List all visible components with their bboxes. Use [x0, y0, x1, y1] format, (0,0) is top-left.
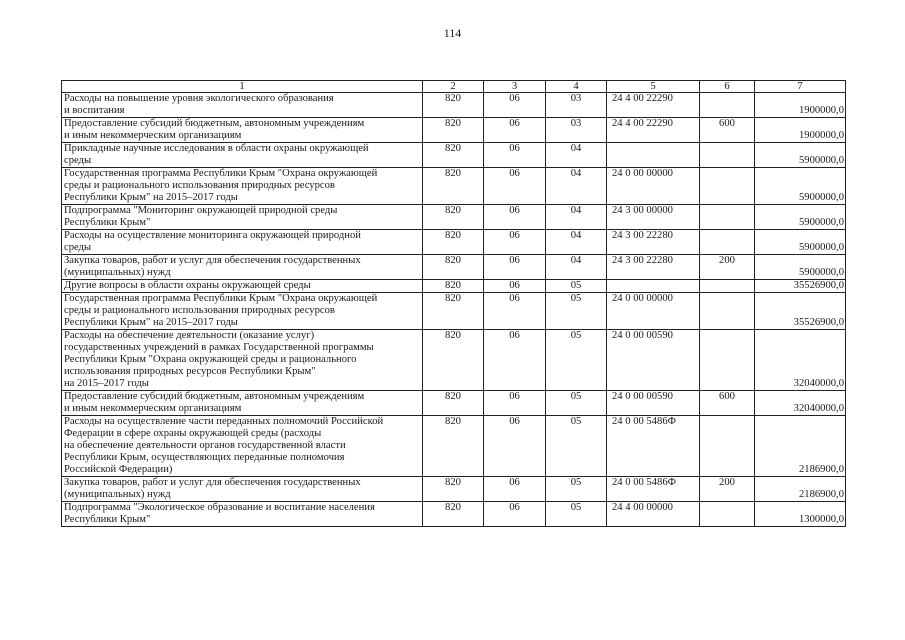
- row-name-cell: Государственная программа Республики Крым "Охрана окружающей среды и рационального использования природных ресурсов Республики Крым" на 2015–2017 годы: [62, 293, 423, 330]
- cell-col-6: [700, 168, 755, 205]
- cell-col-2: 820: [423, 502, 484, 527]
- cell-col-2: 820: [423, 255, 484, 280]
- table-row: [62, 205, 846, 230]
- cell-col-6: [700, 416, 755, 477]
- cell-col-3: 06: [484, 293, 546, 330]
- table-row: [62, 416, 846, 477]
- cell-col-3: 06: [484, 502, 546, 527]
- cell-col-4: 04: [546, 255, 607, 280]
- cell-col-6: [700, 502, 755, 527]
- cell-col-6: [700, 293, 755, 330]
- cell-col-6: [700, 143, 755, 168]
- cell-col-4: 04: [546, 168, 607, 205]
- row-name-cell: Предоставление субсидий бюджетным, автономным учреждениям и иным некоммерческим организациям: [62, 118, 423, 143]
- budget-table: [61, 80, 846, 527]
- cell-col-4: 05: [546, 391, 607, 416]
- table-row: [62, 477, 846, 502]
- table-row: [62, 118, 846, 143]
- cell-col-4: 05: [546, 502, 607, 527]
- cell-col-2: 820: [423, 118, 484, 143]
- row-name-cell: Закупка товаров, работ и услуг для обеспечения государственных (муниципальных) нужд: [62, 255, 423, 280]
- cell-col-6: 200: [700, 477, 755, 502]
- cell-col-3: 06: [484, 391, 546, 416]
- cell-col-4: 04: [546, 230, 607, 255]
- cell-col-4: 04: [546, 205, 607, 230]
- table-row: [62, 168, 846, 205]
- cell-col-4: 05: [546, 330, 607, 391]
- cell-col-6: [700, 205, 755, 230]
- cell-col-6: [700, 230, 755, 255]
- row-name-cell: Расходы на повышение уровня экологического образования и воспитания: [62, 93, 423, 118]
- cell-col-7: 2186900,0: [755, 477, 846, 502]
- row-name-cell: Государственная программа Республики Крым "Охрана окружающей среды и рационального использования природных ресурсов Республики Крым" на 2015–2017 годы: [62, 168, 423, 205]
- cell-col-2: 820: [423, 205, 484, 230]
- header-cell: 1: [62, 81, 423, 93]
- cell-col-7: 1900000,0: [755, 118, 846, 143]
- cell-col-6: 600: [700, 118, 755, 143]
- table-row: [62, 391, 846, 416]
- row-name-cell: Расходы на осуществление части переданных полномочий Российской Федерации в сфере охраны окружающей среды (расходы на обеспечение деятельности органов государственной власти Республики Крым, осуществляющих переданные полномочия Российской Федерации): [62, 416, 423, 477]
- cell-col-7: 5900000,0: [755, 255, 846, 280]
- cell-col-5: 24 0 00 00590: [607, 391, 700, 416]
- cell-col-2: 820: [423, 391, 484, 416]
- cell-col-4: 05: [546, 293, 607, 330]
- cell-col-6: 600: [700, 391, 755, 416]
- cell-col-5: [607, 280, 700, 293]
- row-name-cell: Расходы на обеспечение деятельности (оказание услуг) государственных учреждений в рамках Государственной программы Республики Крым "Охрана окружающей среды и рационального использования природных ресурсов Республики Крым" на 2015–2017 годы: [62, 330, 423, 391]
- cell-col-5: 24 3 00 22280: [607, 230, 700, 255]
- cell-col-4: 03: [546, 93, 607, 118]
- cell-col-4: 05: [546, 280, 607, 293]
- row-name-cell: Закупка товаров, работ и услуг для обеспечения государственных (муниципальных) нужд: [62, 477, 423, 502]
- cell-col-5: 24 3 00 22280: [607, 255, 700, 280]
- cell-col-7: 5900000,0: [755, 143, 846, 168]
- cell-col-7: 32040000,0: [755, 330, 846, 391]
- row-name-cell: Прикладные научные исследования в области охраны окружающей среды: [62, 143, 423, 168]
- cell-col-3: 06: [484, 255, 546, 280]
- table-row: [62, 280, 846, 293]
- row-name-cell: Расходы на осуществление мониторинга окружающей природной среды: [62, 230, 423, 255]
- row-name-cell: Предоставление субсидий бюджетным, автономным учреждениям и иным некоммерческим организациям: [62, 391, 423, 416]
- cell-col-2: 820: [423, 93, 484, 118]
- cell-col-7: 5900000,0: [755, 230, 846, 255]
- header-cell: 2: [423, 81, 484, 93]
- cell-col-2: 820: [423, 230, 484, 255]
- cell-col-5: 24 3 00 00000: [607, 205, 700, 230]
- cell-col-7: 32040000,0: [755, 391, 846, 416]
- header-cell: 7: [755, 81, 846, 93]
- row-name-cell: Другие вопросы в области охраны окружающей среды: [62, 280, 423, 293]
- cell-col-4: 05: [546, 477, 607, 502]
- table-row: [62, 230, 846, 255]
- cell-col-4: 05: [546, 416, 607, 477]
- cell-col-3: 06: [484, 118, 546, 143]
- cell-col-3: 06: [484, 143, 546, 168]
- cell-col-3: 06: [484, 477, 546, 502]
- cell-col-5: 24 4 00 00000: [607, 502, 700, 527]
- cell-col-5: 24 0 00 5486Ф: [607, 477, 700, 502]
- cell-col-7: 35526900,0: [755, 280, 846, 293]
- table-row: [62, 93, 846, 118]
- table-row: [62, 143, 846, 168]
- row-name-cell: Подпрограмма "Экологическое образование и воспитание населения Республики Крым": [62, 502, 423, 527]
- cell-col-5: 24 0 00 5486Ф: [607, 416, 700, 477]
- header-row: [62, 81, 846, 93]
- row-name-cell: Подпрограмма "Мониторинг окружающей природной среды Республики Крым": [62, 205, 423, 230]
- cell-col-3: 06: [484, 280, 546, 293]
- cell-col-4: 03: [546, 118, 607, 143]
- table-row: [62, 502, 846, 527]
- header-cell: 3: [484, 81, 546, 93]
- cell-col-7: 5900000,0: [755, 205, 846, 230]
- cell-col-6: 200: [700, 255, 755, 280]
- cell-col-7: 5900000,0: [755, 168, 846, 205]
- cell-col-6: [700, 93, 755, 118]
- table-row: [62, 255, 846, 280]
- cell-col-7: 1900000,0: [755, 93, 846, 118]
- cell-col-3: 06: [484, 168, 546, 205]
- cell-col-7: 1300000,0: [755, 502, 846, 527]
- cell-col-2: 820: [423, 416, 484, 477]
- cell-col-5: 24 0 00 00590: [607, 330, 700, 391]
- cell-col-7: 35526900,0: [755, 293, 846, 330]
- header-cell: 5: [607, 81, 700, 93]
- cell-col-5: [607, 143, 700, 168]
- cell-col-2: 820: [423, 477, 484, 502]
- cell-col-5: 24 0 00 00000: [607, 293, 700, 330]
- table-row: [62, 293, 846, 330]
- cell-col-3: 06: [484, 205, 546, 230]
- cell-col-2: 820: [423, 293, 484, 330]
- cell-col-7: 2186900,0: [755, 416, 846, 477]
- cell-col-3: 06: [484, 330, 546, 391]
- cell-col-5: 24 4 00 22290: [607, 93, 700, 118]
- cell-col-4: 04: [546, 143, 607, 168]
- cell-col-6: [700, 280, 755, 293]
- cell-col-2: 820: [423, 143, 484, 168]
- cell-col-3: 06: [484, 416, 546, 477]
- header-cell: 6: [700, 81, 755, 93]
- table-row: [62, 330, 846, 391]
- cell-col-3: 06: [484, 230, 546, 255]
- cell-col-5: 24 0 00 00000: [607, 168, 700, 205]
- cell-col-2: 820: [423, 330, 484, 391]
- cell-col-6: [700, 330, 755, 391]
- cell-col-2: 820: [423, 168, 484, 205]
- cell-col-5: 24 4 00 22290: [607, 118, 700, 143]
- page-number: 114: [443, 26, 462, 40]
- cell-col-3: 06: [484, 93, 546, 118]
- cell-col-2: 820: [423, 280, 484, 293]
- header-cell: 4: [546, 81, 607, 93]
